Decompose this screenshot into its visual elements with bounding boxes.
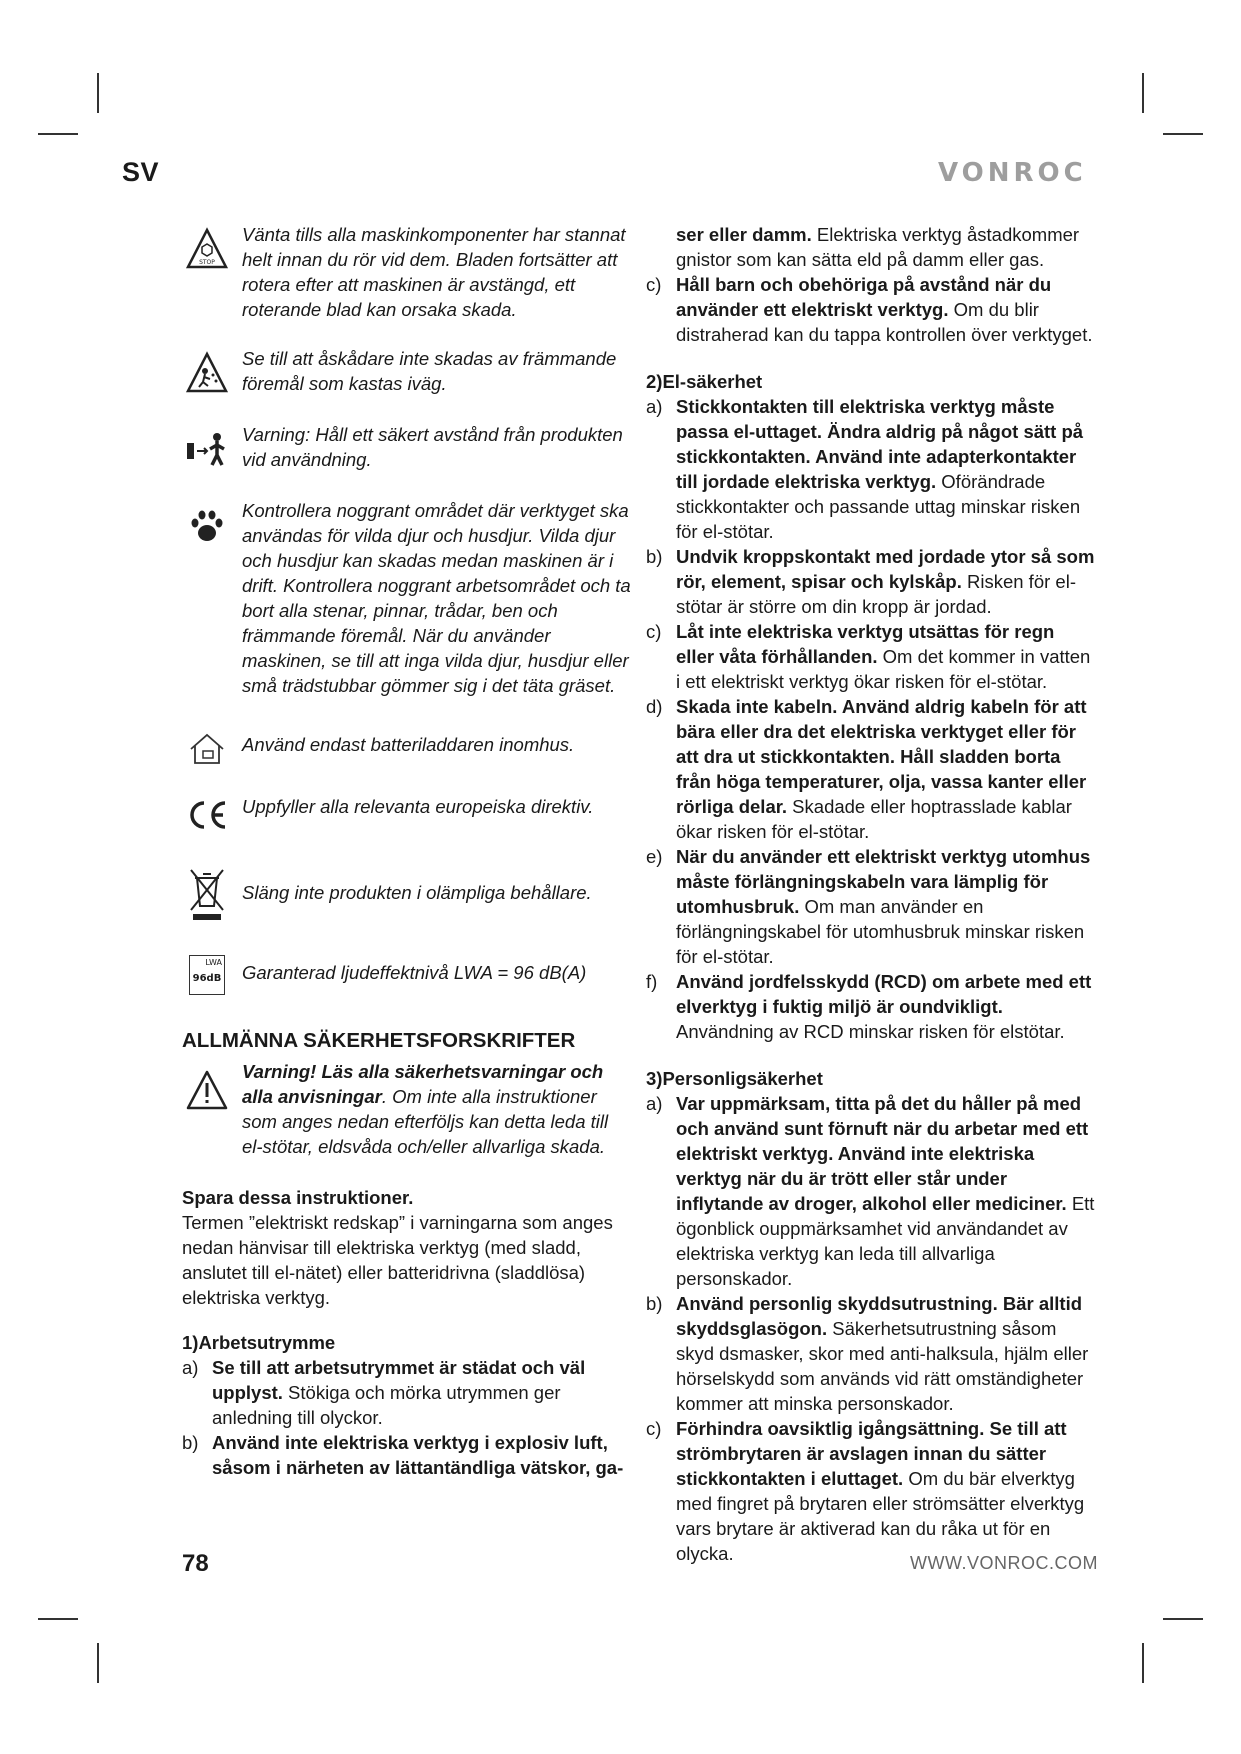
symbol-row <box>182 948 632 1000</box>
list-item: c) Håll barn och obehöriga på avstånd när du använder ett elektriskt verktyg. Om du blir distraherad kan du tappa kontrollen över verktyget. <box>646 274 1093 345</box>
symbol-row <box>182 346 632 398</box>
language-code: SV <box>122 157 160 187</box>
website-link: WWW.VONROC.COM <box>910 1553 1098 1573</box>
brand-logo: VONROC <box>938 158 1087 188</box>
list-item: f) Använd jordfelsskydd (RCD) om arbete med ett elverktyg i fuktig miljö är oundvikligt. Användning av RCD minskar risken för elstötar. <box>646 971 1092 1042</box>
symbol-row <box>182 788 632 840</box>
section-title: 1)Arbetsutrymme <box>182 1332 336 1353</box>
list-item: b) Undvik kroppskontakt med jordade ytor så som rör, element, spisar och kylskåp. Risken för el-stötar är större om din kropp är jordad. <box>646 546 1095 617</box>
general-warning <box>182 1059 632 1159</box>
list-item: b) Använd personlig skyddsutrustning. Bär alltid skyddsglasögon. Säkerhetsutrustning såsom skyd dsmasker, skor med anti-halksula, hjälm eller hörselskydd som används vid rätt omständigheter kommer att minska personskador. <box>646 1293 1089 1414</box>
stop-warning-icon <box>182 224 232 274</box>
sound-power-sublabel: LWA <box>205 958 222 967</box>
sound-power-icon <box>182 950 232 1000</box>
general-warning-text: Varning! Läs alla säkerhetsvarningar och alla anvisningar. Om inte alla instruktioner som anges nedan efterföljs kan detta leda till el-stötar, eldsvåda och/eller allvarliga skada. <box>242 1061 609 1157</box>
weee-bin-icon <box>182 864 232 924</box>
symbol-description: Vänta tills alla maskinkomponenter har stannat helt innan du rör vid dem. Bladen fortsätter att rotera efter att maskinen är avstängd, ett roterande blad kan orsaka skada. <box>242 224 626 320</box>
symbol-description: Uppfyller alla relevanta europeiska direktiv. <box>242 796 594 817</box>
list-item: d) Skada inte kabeln. Använd aldrig kabeln för att bära eller dra det elektriska verktyget eller för att dra ut stickkontakten. Håll sladden borta från höga temperaturer, olja, vassa kanter eller rörliga delar. Skadade eller hoptrasslade kablar ökar risken för el-stötar. <box>646 696 1087 842</box>
list-item-continuation: ser eller damm. Elektriska verktyg åstadkommer gnistor som kan sätta eld på damm eller gas. <box>676 224 1080 270</box>
crop-mark <box>38 1618 78 1620</box>
section-title: 3)Personligsäkerhet <box>646 1068 823 1089</box>
list-item: c) Låt inte elektriska verktyg utsättas för regn eller våta förhållanden. Om det kommer in vatten i ett elektriskt verktyg ökar risken för el-stötar. <box>646 621 1091 692</box>
indoor-use-icon <box>182 724 232 774</box>
save-instructions-text: Termen ”elektriskt redskap” i varningarna som anges nedan hänvisar till elektriska verktyg (med sladd, anslutet till el-nätet) eller batteridrivna (sladdlösa) elektriska verktyg. <box>182 1212 613 1308</box>
crop-mark <box>1163 1618 1203 1620</box>
symbol-row <box>182 222 632 322</box>
warning-triangle-icon <box>182 1065 232 1115</box>
list-item: e) När du använder ett elektriskt verktyg utomhus måste förlängningskabeln vara lämplig för utomhusbruk. Om man använder en förlängningskabel för utomhusbruk minskar risken för el-stötar. <box>646 846 1091 967</box>
crop-mark <box>38 133 78 135</box>
symbol-description: Garanterad ljudeffektnivå LWA = 96 dB(A) <box>242 962 587 983</box>
sound-power-label: 96dB <box>192 973 222 984</box>
symbol-row <box>182 862 632 924</box>
symbol-description: Släng inte produkten i olämpliga behållare. <box>242 882 592 903</box>
symbol-row <box>182 422 632 474</box>
save-instructions-title: Spara dessa instruktioner. <box>182 1187 414 1208</box>
keep-distance-icon <box>182 424 232 474</box>
symbol-description: Se till att åskådare inte skadas av främmande föremål som kastas iväg. <box>242 348 617 394</box>
list-item: b) Använd inte elektriska verktyg i explosiv luft, såsom i närheten av lättantändliga vätskor, ga- <box>182 1432 624 1478</box>
crop-mark <box>97 73 99 113</box>
crop-mark <box>1163 133 1203 135</box>
list-item: a) Var uppmärksam, titta på det du håller på med och använd sunt förnuft när du arbetar med ett elektriskt verktyg. Använd inte elektriska verktyg när du är trött eller står under inflytande av droger, alkohol eller mediciner. Ett ögonblick ouppmärksamhet vid användandet av elektriska verktyg kan leda till allvarliga personskador. <box>646 1093 1095 1289</box>
section-title: ALLMÄNNA SÄKERHETSFORSKRIFTER <box>182 1029 576 1052</box>
symbol-description: Kontrollera noggrant området där verktyget ska användas för vilda djur och husdjur. Vilda djur och husdjur kan skadas medan maskinen är i drift. Kontrollera noggrant arbetsområdet och ta bort alla stenar, pinnar, trådar, ben och främmande föremål. När du använder maskinen, se till att inga vilda djur, husdjur eller små trädstubbar gömmer sig i det täta gräset. <box>242 500 631 696</box>
symbol-description: Använd endast batteriladdaren inomhus. <box>242 734 575 755</box>
page-number: 78 <box>182 1550 209 1577</box>
section-title: 2)El-säkerhet <box>646 371 763 392</box>
list-item: c) Förhindra oavsiktlig igångsättning. Se till att strömbrytaren är avslagen innan du sätter stickkontakten i eluttaget. Om du bär elverktyg med fingret på brytaren eller strömsätter elverktyg vars brytare är aktiverad kan du råka ut för en olycka. <box>646 1418 1085 1564</box>
symbol-row <box>182 498 632 698</box>
animal-paw-icon <box>182 500 232 550</box>
svg-text:STOP: STOP <box>199 259 215 266</box>
flying-objects-warning-icon <box>182 348 232 398</box>
crop-mark <box>97 1643 99 1683</box>
symbol-description: Varning: Håll ett säkert avstånd från produkten vid användning. <box>242 424 623 470</box>
symbol-row <box>182 722 632 774</box>
crop-mark <box>1142 73 1144 113</box>
ce-mark-icon <box>182 790 232 840</box>
left-column <box>182 222 632 1480</box>
list-item: a) Se till att arbetsutrymmet är städat och väl upplyst. Stökiga och mörka utrymmen ger anledning till olyckor. <box>182 1357 586 1428</box>
right-column <box>646 222 1096 1566</box>
list-item: a) Stickkontakten till elektriska verktyg måste passa el-uttaget. Ändra aldrig på något sätt på stickkontakten. Använd inte adapterkontakter till jordade elektriska verktyg. Oförändrade stickkontakter och passande uttag minskar risken för el-stötar. <box>646 396 1084 542</box>
crop-mark <box>1142 1643 1144 1683</box>
